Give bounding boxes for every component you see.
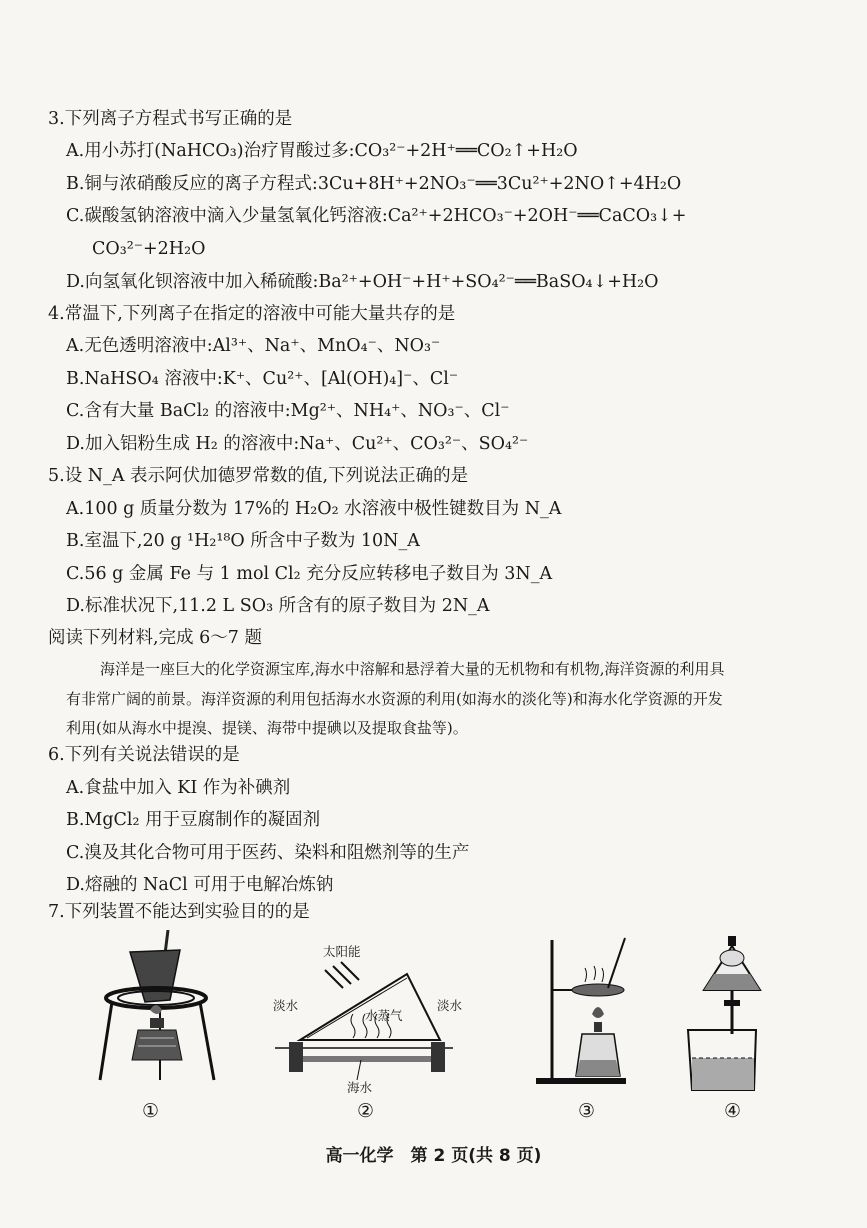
q4-stem: 4.常温下,下列离子在指定的溶液中可能大量共存的是	[48, 304, 456, 324]
figure-2-solar-still	[265, 930, 465, 1095]
label-seawater: 海水	[347, 1080, 373, 1095]
q4-option-b: B.NaHSO₄ 溶液中:K⁺、Cu²⁺、[Al(OH)₄]⁻、Cl⁻	[66, 369, 459, 389]
q5-option-a: A.100 g 质量分数为 17%的 H₂O₂ 水溶液中极性键数目为 N_A	[66, 499, 562, 519]
q6-option-a: A.食盐中加入 KI 作为补碘剂	[66, 778, 291, 798]
figure-3-evaporation	[530, 930, 640, 1100]
label-solar-energy: 太阳能	[323, 944, 361, 959]
q5-option-d: D.标准状况下,11.2 L SO₃ 所含有的原子数目为 2N_A	[66, 596, 490, 616]
figure-label-2: ②	[357, 1100, 375, 1122]
q3-option-a: A.用小苏打(NaHCO₃)治疗胃酸过多:CO₃²⁻+2H⁺══CO₂↑+H₂O	[66, 141, 578, 161]
q4-option-d: D.加入铝粉生成 H₂ 的溶液中:Na⁺、Cu²⁺、CO₃²⁻、SO₄²⁻	[66, 434, 529, 454]
passage-line-1: 海洋是一座巨大的化学资源宝库,海水中溶解和悬浮着大量的无机物和有机物,海洋资源的利用具	[100, 660, 725, 678]
label-fresh-water-left: 淡水	[273, 998, 299, 1013]
passage-line-3: 利用(如从海水中提溴、提镁、海带中提碘以及提取食盐等)。	[66, 719, 468, 737]
figure-1-tripod-funnel	[90, 930, 250, 1100]
reading-instruction: 阅读下列材料,完成 6～7 题	[48, 628, 262, 648]
label-fresh-water-right: 淡水	[437, 998, 463, 1013]
q3-stem: 3.下列离子方程式书写正确的是	[48, 109, 293, 129]
q3-option-d: D.向氢氧化钡溶液中加入稀硫酸:Ba²⁺+OH⁻+H⁺+SO₄²⁻══BaSO₄↓+H₂O	[66, 272, 659, 292]
q7-figures	[60, 930, 820, 1130]
q6-stem: 6.下列有关说法错误的是	[48, 745, 240, 765]
figure-4-separatory-funnel	[680, 930, 770, 1100]
figure-label-1: ①	[142, 1100, 160, 1122]
passage-line-2: 有非常广阔的前景。海洋资源的利用包括海水水资源的利用(如海水的淡化等)和海水化学资源的开发	[66, 690, 723, 708]
page-footer: 高一化学 第 2 页(共 8 页)	[325, 1146, 542, 1166]
q4-option-c: C.含有大量 BaCl₂ 的溶液中:Mg²⁺、NH₄⁺、NO₃⁻、Cl⁻	[66, 401, 510, 421]
q5-stem: 5.设 N_A 表示阿伏加德罗常数的值,下列说法正确的是	[48, 466, 469, 486]
q7-stem: 7.下列装置不能达到实验目的的是	[48, 902, 310, 922]
q3-option-c-line1: C.碳酸氢钠溶液中滴入少量氢氧化钙溶液:Ca²⁺+2HCO₃⁻+2OH⁻══CaCO₃↓+	[66, 206, 687, 226]
q5-option-c: C.56 g 金属 Fe 与 1 mol Cl₂ 充分反应转移电子数目为 3N_A	[66, 564, 553, 584]
q6-option-b: B.MgCl₂ 用于豆腐制作的凝固剂	[66, 810, 321, 830]
q6-option-d: D.熔融的 NaCl 可用于电解冶炼钠	[66, 875, 334, 895]
figure-label-3: ③	[578, 1100, 596, 1122]
q6-option-c: C.溴及其化合物可用于医药、染料和阻燃剂等的生产	[66, 843, 470, 863]
label-water-vapor: 水蒸气	[365, 1008, 403, 1023]
q3-option-b: B.铜与浓硝酸反应的离子方程式:3Cu+8H⁺+2NO₃⁻══3Cu²⁺+2NO↑+4H₂O	[66, 174, 682, 194]
q4-option-a: A.无色透明溶液中:Al³⁺、Na⁺、MnO₄⁻、NO₃⁻	[66, 336, 441, 356]
q3-option-c-line2: CO₃²⁻+2H₂O	[92, 239, 206, 259]
q5-option-b: B.室温下,20 g ¹H₂¹⁸O 所含中子数为 10N_A	[66, 531, 420, 551]
figure-label-4: ④	[724, 1100, 742, 1122]
